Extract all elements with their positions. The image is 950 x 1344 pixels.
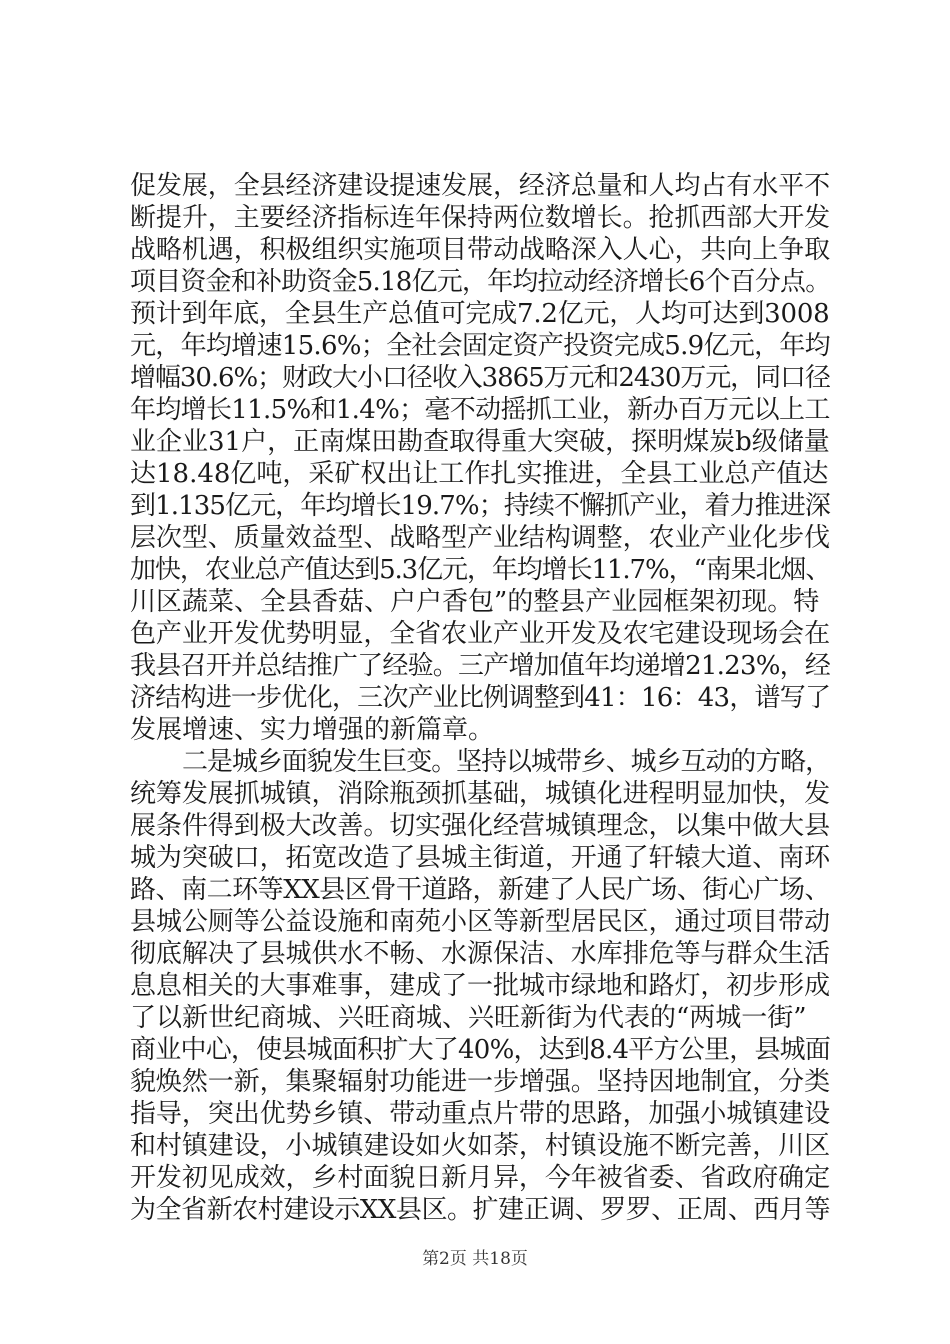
paragraph-line: 统筹发展抓城镇，消除瓶颈抓基础，城镇化进程明显加快，发	[130, 779, 831, 809]
paragraph-line: 促发展，全县经济建设提速发展，经济总量和人均占有水平不	[130, 171, 831, 201]
paragraph-line: 路、南二环等XX县区骨干道路，新建了人民广场、街心广场、	[130, 875, 831, 905]
paragraph-line: 预计到年底，全县生产总值可完成7.2亿元，人均可达到3008	[130, 299, 830, 329]
paragraph-line: 和村镇建设，小城镇建设如火如荼，村镇设施不断完善，川区	[130, 1131, 831, 1161]
paragraph-line: 川区蔬菜、全县香菇、户户香包”的整县产业园框架初现。特	[130, 587, 820, 617]
paragraph-line: 元，年均增速15.6%；全社会固定资产投资完成5.9亿元，年均	[130, 331, 830, 361]
paragraph-line: 貌焕然一新，集聚辐射功能进一步增强。坚持因地制宜，分类	[130, 1067, 831, 1097]
paragraph-line: 增幅30.6%；财政大小口径收入3865万元和2430万元，同口径	[130, 363, 830, 393]
document-body	[130, 170, 830, 1226]
paragraph-line: 战略机遇，积极组织实施项目带动战略深入人心，共向上争取	[130, 235, 831, 265]
paragraph-line: 为全省新农村建设示XX县区。扩建正调、罗罗、正周、西月等	[130, 1195, 831, 1225]
paragraph-line: 到1.135亿元，年均增长19.7%；持续不懈抓产业，着力推进深	[130, 491, 831, 521]
paragraph-line: 济结构进一步优化，三次产业比例调整到41：16：43，谱写了	[130, 683, 831, 713]
paragraph-line: 色产业开发优势明显，全省农业产业开发及农宅建设现场会在	[130, 619, 831, 649]
page-footer: 第2页 共18页	[422, 1249, 528, 1269]
paragraph-line: 发展增速、实力增强的新篇章。	[130, 715, 495, 745]
paragraph-line: 断提升，主要经济指标连年保持两位数增长。抢抓西部大开发	[130, 203, 831, 233]
paragraph-line: 商业中心，使县城面积扩大了40%，达到8.4平方公里，县城面	[130, 1035, 831, 1065]
paragraph-line: 业企业31户，正南煤田勘查取得重大突破，探明煤炭b级储量	[130, 427, 830, 457]
paragraph-line: 达18.48亿吨，采矿权出让工作扎实推进，全县工业总产值达	[130, 459, 829, 489]
paragraph-line: 层次型、质量效益型、战略型产业结构调整，农业产业化步伐	[130, 523, 831, 553]
paragraph-line: 指导，突出优势乡镇、带动重点片带的思路，加强小城镇建设	[130, 1099, 831, 1129]
paragraph-line: 城为突破口，拓宽改造了县城主街道，开通了轩辕大道、南环	[130, 843, 831, 873]
paragraph-line: 开发初见成效，乡村面貌日新月异，今年被省委、省政府确定	[130, 1163, 831, 1193]
paragraph-line: 加快，农业总产值达到5.3亿元，年均增长11.7%，“南果北烟、	[130, 555, 831, 585]
paragraph-line: 彻底解决了县城供水不畅、水源保洁、水库排危等与群众生活	[130, 939, 831, 969]
paragraph-line: 息息相关的大事难事，建成了一批城市绿地和路灯，初步形成	[130, 971, 831, 1001]
paragraph-line: 展条件得到极大改善。切实强化经营城镇理念，以集中做大县	[130, 811, 831, 841]
paragraph-line: 二是城乡面貌发生巨变。坚持以城带乡、城乡互动的方略，	[182, 747, 831, 777]
paragraph-line: 项目资金和补助资金5.18亿元，年均拉动经济增长6个百分点。	[130, 267, 831, 297]
paragraph-line: 县城公厕等公益设施和南苑小区等新型居民区，通过项目带动	[130, 907, 831, 937]
paragraph-line: 我县召开并总结推广了经验。三产增加值年均递增21.23%，经	[130, 651, 831, 681]
paragraph-line: 年均增长11.5%和1.4%；毫不动摇抓工业，新办百万元以上工	[130, 395, 830, 425]
paragraph-line: 了以新世纪商城、兴旺商城、兴旺新街为代表的“两城一街”	[130, 1003, 807, 1033]
